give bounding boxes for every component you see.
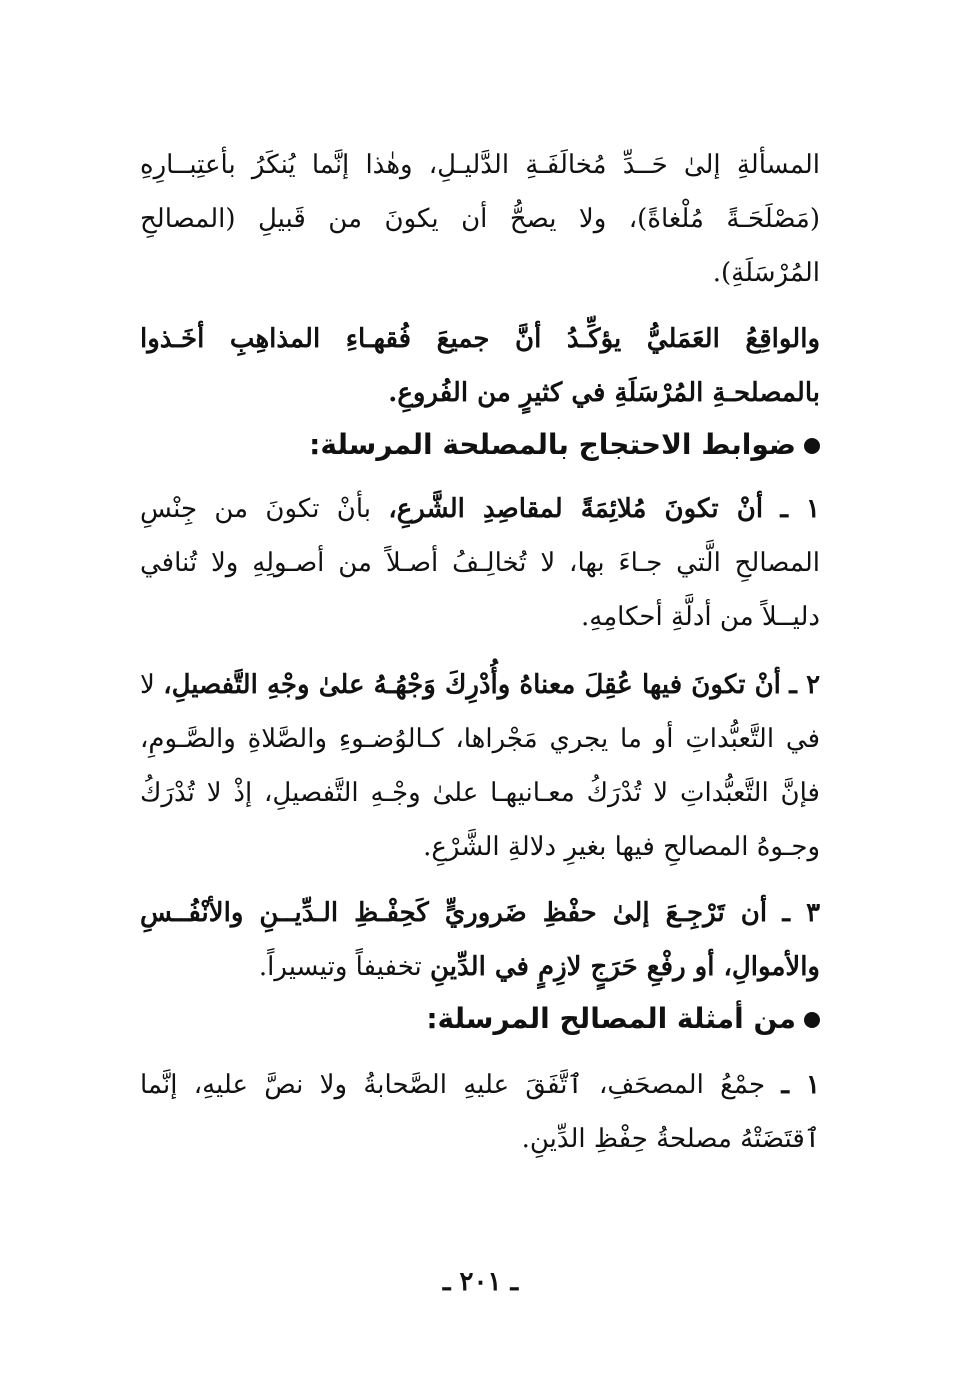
- item-number: ١ ـ: [781, 1070, 821, 1100]
- item-lead: أن تَرْجِـعَ إلىٰ حفْظِ ضَروريٍّ كَحِفْـظِ الـدِّيــنِ والأنْفُــسِ والأموالِ، أو رفْعِ حَرَجٍ لازِمٍ في الدِّينِ: [140, 898, 820, 982]
- item-number: ١ ـ: [780, 494, 821, 524]
- item-text: لا في التَّعبُّداتِ أو ما يجري مَجْراها، كـالوُضـوءِ والصَّلاةِ والصَّـومِ، فإنَّ التَّعبُّداتِ لا تُدْرَكُ معـانيهـا علىٰ وجْـهِ التَّفصيلِ، إذْ لا تُدْرَكُ وجـوهُ المصالحِ فيها بغيرِ دلالةِ الشَّرْعِ.: [140, 670, 820, 862]
- criteria-item-3: [140, 886, 820, 994]
- item-text: بأنْ تكونَ من جِنْسِ المصالحِ الَّتي جـاءَ بها، لا تُخالِـفُ أصـلاً من أصـولِهِ ولا تُنافي دليــلاً من أدلَّةِ أحكامِهِ.: [140, 494, 820, 632]
- section-heading-text: من أمثلة المصالح المرسلة:: [426, 1002, 796, 1035]
- item-text: جمْعُ المصحَفِ، ٱتَّفَقَ عليهِ الصَّحابةُ ولا نصَّ عليهِ، إنَّما ٱقتَضَتْهُ مصلحةُ حِفْظِ الدِّينِ.: [140, 1070, 820, 1154]
- item-text: تخفيفاً وتيسيراً.: [258, 952, 430, 982]
- example-item-1: [140, 1058, 820, 1166]
- paragraph-practical-reality: والواقِعُ العَمَليُّ يؤكِّـدُ أنَّ جميعَ فُقهـاءِ المذاهِبِ أخَـذوا بالمصلحـةِ المُرْسَلَةِ في كثيرٍ من الفُروعِ.: [140, 324, 820, 408]
- item-number: ٢ ـ: [789, 670, 821, 700]
- section-heading-text: ضوابط الاحتجاج بالمصلحة المرسلة:: [309, 428, 796, 461]
- item-lead: أنْ تكونَ مُلائِمَةً لمقاصِدِ الشَّرعِ،: [388, 494, 764, 524]
- bullet-icon: [804, 1012, 820, 1028]
- criteria-item-1: [140, 482, 820, 644]
- page-body: [140, 138, 820, 1166]
- item-lead: أنْ تكونَ فيها عُقِلَ معناهُ وأُدْرِكَ وَجْهُـهُ علىٰ وجْهِ التَّفصيلِ،: [163, 670, 781, 700]
- bullet-icon: [804, 438, 820, 454]
- paragraph-continuation: المسألةِ إلىٰ حَــدِّ مُخالَفَـةِ الدَّليـلِ، وهٰذا إنَّما يُنكَرُ بأعتِبــارِهِ (مَصْلَحَـةً مُلْغاةً)، ولا يصحُّ أن يكونَ من قَبيلِ (المصالحِ المُرْسَلَةِ).: [140, 150, 820, 288]
- criteria-item-2: [140, 658, 820, 874]
- item-number: ٣ ـ: [782, 898, 821, 928]
- section-heading-examples: [140, 994, 820, 1044]
- page-number: ـ ٢٠١ ـ: [442, 1267, 519, 1297]
- section-heading-criteria: [140, 420, 820, 470]
